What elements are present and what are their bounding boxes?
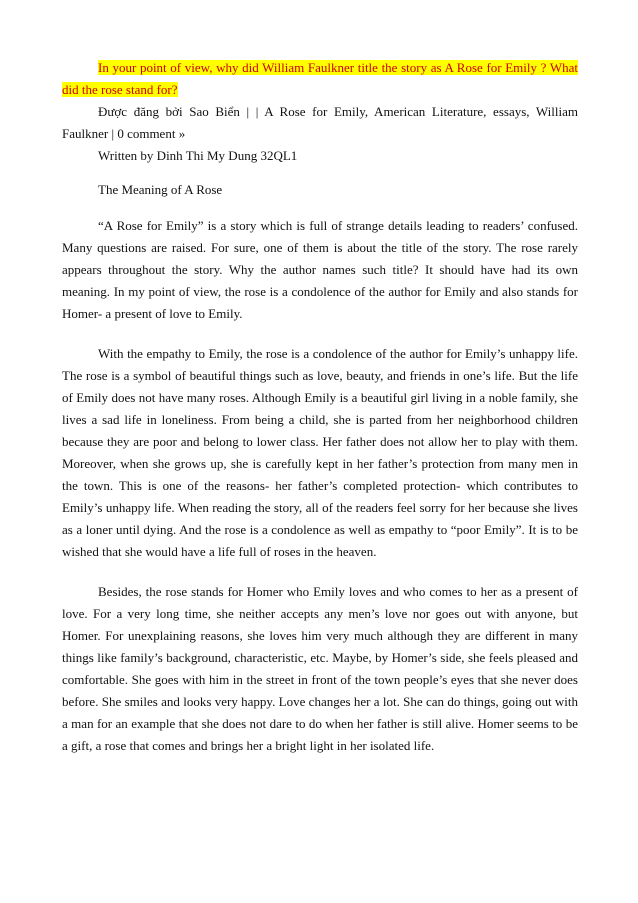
essay-heading: The Meaning of A Rose: [98, 182, 223, 197]
paragraph-1: “A Rose for Emily” is a story which is full of strange details leading to readers’ confused. Many questions are raised. For sure, one of them is about the title of the story. The rose rarely appears throughout the story. Why the author names such title? It should have had its own meaning. In my point of view, the rose is a condolence of the author for Emily and also stands for Homer- a present of love to Emily.: [62, 218, 578, 321]
paragraph-2: With the empathy to Emily, the rose is a condolence of the author for Emily’s unhappy life. The rose is a symbol of beautiful things such as love, beauty, and friends in one’s life. But the life of Emily does not have many roses. Although Emily is a beautiful girl living in a noble family, she lives a sad life in loneliness. From being a child, she is parted from her neighborhood children because they are poor and belong to lower class. Her father does not allow her to play with them. Moreover, when she grows up, she is carefully kept in her father’s protection from many men in the town. This is one of the reasons- her father’s completed protection- which contributes to Emily’s unhappy life. When reading the story, all of the readers feel sorry for her because she lives as a loner until dying. And the rose is a condolence as well as empathy to “poor Emily”. It is to be wished that she would have a life full of roses in the heaven.: [62, 346, 578, 559]
question-highlight: In your point of view, why did William Faulkner title the story as A Rose for Emily ? What did the rose stand for?: [62, 60, 578, 97]
posted-by-line: Được đăng bởi Sao Biển | | A Rose for Emily, American Literature, essays, William Faulkner | 0 comment »: [62, 104, 578, 141]
written-by-line: Written by Dinh Thi My Dung 32QL1: [98, 148, 298, 163]
paragraph-3: Besides, the rose stands for Homer who Emily loves and who comes to her as a present of love. For a very long time, she neither accepts any men’s love nor goes out with anyone, but Homer. For unexplaining reasons, she loves him very much although they are different in many things like family’s background, characteristic, etc. Maybe, by Homer’s side, she feels pleased and comfortable. She goes with him in the street in front of the town people’s eyes that she never does before. She smiles and looks very happy. Love changes her a lot. She can do things, going out with a man for an example that she does not dare to do when her father is still alive. Homer seems to be a gift, a rose that comes and brings her a bright light in her isolated life.: [62, 584, 578, 753]
question-line: [62, 57, 578, 101]
